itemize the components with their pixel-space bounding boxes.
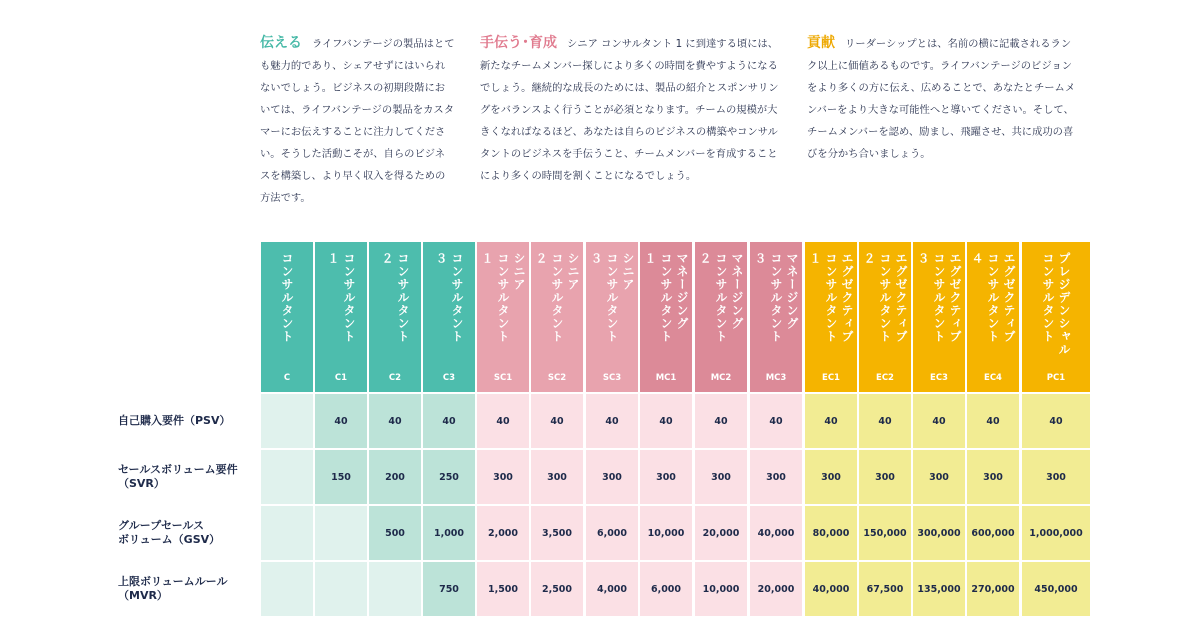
table-cell: 40: [913, 394, 965, 448]
row-label-line: セールスボリューム要件: [118, 463, 238, 476]
table-cell: 300: [805, 450, 857, 504]
rank-name-line: コンサルタント: [714, 252, 728, 343]
rank-code: MC3: [765, 373, 787, 383]
table-cell: 40: [1022, 394, 1090, 448]
rank-name: [859, 252, 911, 370]
table-cell: 300: [477, 450, 529, 504]
rank-code: SC1: [493, 373, 513, 383]
table-cell: 300: [967, 450, 1019, 504]
table-cell: 67,500: [859, 562, 911, 616]
row-label-line: ボリューム（GSV）: [118, 533, 221, 546]
table-cell: [315, 562, 367, 616]
rank-name-line: コンサルタント: [396, 252, 410, 343]
rank-name-line: シニア: [512, 252, 526, 291]
rank-name-line: ３: [589, 252, 603, 265]
table-cell: 1,000,000: [1022, 506, 1090, 560]
rank-code: SC2: [547, 373, 567, 383]
rank-name: [261, 252, 313, 370]
table-cell: 80,000: [805, 506, 857, 560]
table-cell: [261, 450, 313, 504]
table-cell: 1,500: [477, 562, 529, 616]
table-cell: 6,000: [640, 562, 692, 616]
table-cell: 6,000: [586, 506, 638, 560]
rank-code: C1: [334, 373, 348, 383]
row-label: [118, 450, 258, 504]
table-cell: 300: [750, 450, 802, 504]
rank-name-line: シニア: [566, 252, 580, 291]
intro-text-1: ライフバンテージの製品はとても魅力的であり、シェアせずにはいられないでしょう。ビジネスの初期段階においては、ライフバンテージの製品をカスタマーにお伝えすることに注力してください。そうした活動こそが、自らのビジネスを構築し、より早く収入を得るための方法です。: [260, 38, 455, 204]
rank-name-line: マネージング: [785, 252, 799, 330]
table-cell: 40: [640, 394, 692, 448]
rank-header-ec4: [967, 242, 1019, 392]
rank-name-line: ３: [753, 252, 767, 265]
table-cell: [315, 506, 367, 560]
rank-code: C: [283, 373, 291, 383]
intro-text-2: シニア コンサルタント 1 に到達する頃には、新たなチームメンバー探しにより多くの時間を費やすようになるでしょう。継続的な成長のためには、製品の紹介とスポンサリングをバランスよく行うことが必須となります。チームの規模が大きくなればなるほど、あなたは自らのビジネスの構築やコンサルタントのビジネスを手伝うこと、チームメンバーを育成することにより多くの時間を割くことになるでしょう。: [480, 38, 779, 182]
rank-name-line: コンサルタント: [342, 252, 356, 343]
rank-name-line: コンサルタント: [550, 252, 564, 343]
rank-header-sc2: [531, 242, 583, 392]
table-cell: 20,000: [695, 506, 747, 560]
rank-name: [315, 252, 367, 370]
intro-text-3: リーダーシップとは、名前の横に記載されるランク以上に価値あるものです。ライフバンテージのビジョンをより多くの方に伝え、広めることで、あなたとチームメンバーをより大きな可能性へと導いてください。そして、チームメンバーを認め、励まし、飛躍させ、共に成功の喜びを分かち合いましょう。: [807, 38, 1076, 160]
rank-code: C2: [388, 373, 402, 383]
rank-name: [640, 252, 692, 370]
rank-name-line: ２: [698, 252, 712, 265]
rank-name-line: コンサルタント: [824, 252, 838, 343]
rank-name-line: ２: [862, 252, 876, 265]
rank-name: [750, 252, 802, 370]
row-label: [118, 394, 258, 448]
table-cell: [261, 394, 313, 448]
rank-code: PC1: [1046, 373, 1066, 383]
rank-name-line: １: [326, 252, 340, 265]
rank-code: SC3: [602, 373, 622, 383]
rank-code: MC1: [655, 373, 677, 383]
rank-name-line: ３: [434, 252, 448, 265]
table-cell: 600,000: [967, 506, 1019, 560]
rank-name: [423, 252, 475, 370]
rank-name-line: エグゼクティブ: [948, 252, 962, 343]
rank-name-line: コンサルタント: [1041, 252, 1055, 343]
table-cell: 250: [423, 450, 475, 504]
rank-header-ec1: [805, 242, 857, 392]
table-cell: 40: [805, 394, 857, 448]
rank-name: [1022, 252, 1090, 370]
table-cell: [261, 562, 313, 616]
rank-name: [531, 252, 583, 370]
rank-code: EC3: [930, 373, 948, 383]
rank-name-line: マネージング: [730, 252, 744, 330]
rank-name-line: エグゼクティブ: [840, 252, 854, 343]
rank-header-mc3: [750, 242, 802, 392]
rank-name-line: エグゼクティブ: [1002, 252, 1016, 343]
rank-name: [805, 252, 857, 370]
table-cell: 40,000: [805, 562, 857, 616]
table-cell: 270,000: [967, 562, 1019, 616]
table-cell: 300: [859, 450, 911, 504]
table-cell: 500: [369, 506, 421, 560]
table-cell: 300: [695, 450, 747, 504]
rank-name-line: １: [808, 252, 822, 265]
rank-name-line: コンサルタント: [932, 252, 946, 343]
rank-name-line: コンサルタント: [986, 252, 1000, 343]
table-cell: 40: [477, 394, 529, 448]
rank-code: MC2: [710, 373, 732, 383]
table-cell: 40,000: [750, 506, 802, 560]
table-cell: 20,000: [750, 562, 802, 616]
table-cell: 200: [369, 450, 421, 504]
table-cell: 1,000: [423, 506, 475, 560]
rank-name-line: コンサルタント: [450, 252, 464, 343]
table-cell: 2,500: [531, 562, 583, 616]
rank-name-line: エグゼクティブ: [894, 252, 908, 343]
rank-header-sc3: [586, 242, 638, 392]
table-cell: 300,000: [913, 506, 965, 560]
rank-name-line: プレジデンシャル: [1057, 252, 1071, 356]
table-cell: 40: [531, 394, 583, 448]
rank-name-line: シニア: [621, 252, 635, 291]
rank-name: [913, 252, 965, 370]
rank-name: [695, 252, 747, 370]
rank-header-c3: [423, 242, 475, 392]
table-cell: [261, 506, 313, 560]
rank-name-line: ３: [916, 252, 930, 265]
table-cell: 135,000: [913, 562, 965, 616]
intro-block-1: [260, 32, 455, 209]
table-cell: 40: [750, 394, 802, 448]
table-cell: 150,000: [859, 506, 911, 560]
intro-heading-3: 貢献: [807, 35, 835, 51]
rank-header-c1: [315, 242, 367, 392]
rank-header-c2: [369, 242, 421, 392]
table-cell: 3,500: [531, 506, 583, 560]
rank-header-ec2: [859, 242, 911, 392]
rank-header-mc2: [695, 242, 747, 392]
table-cell: 4,000: [586, 562, 638, 616]
table-cell: 40: [859, 394, 911, 448]
rank-name: [967, 252, 1019, 370]
table-cell: 300: [1022, 450, 1090, 504]
table-cell: 450,000: [1022, 562, 1090, 616]
rank-code: EC1: [822, 373, 840, 383]
table-cell: [369, 562, 421, 616]
rank-name-line: コンサルタント: [659, 252, 673, 343]
row-label-line: グループセールス: [118, 519, 205, 532]
rank-name-line: ２: [534, 252, 548, 265]
rank-code: EC4: [984, 373, 1002, 383]
rank-header-sc1: [477, 242, 529, 392]
rank-header-pc1: [1022, 242, 1090, 392]
table-cell: 300: [913, 450, 965, 504]
table-cell: 10,000: [695, 562, 747, 616]
rank-code: EC2: [876, 373, 894, 383]
table-cell: 10,000: [640, 506, 692, 560]
rank-header-ec3: [913, 242, 965, 392]
table-cell: 750: [423, 562, 475, 616]
table-cell: 300: [640, 450, 692, 504]
table-cell: 40: [423, 394, 475, 448]
row-label-line: （MVR）: [118, 589, 168, 602]
rank-name-line: ４: [970, 252, 984, 265]
rank-name-line: １: [480, 252, 494, 265]
intro-block-2: [480, 32, 785, 187]
row-label-line: 自己購入要件（PSV）: [118, 414, 231, 427]
rank-name: [477, 252, 529, 370]
rank-name-line: コンサルタント: [769, 252, 783, 343]
rank-header-mc1: [640, 242, 692, 392]
rank-name-line: コンサルタント: [878, 252, 892, 343]
rank-name-line: コンサルタント: [280, 252, 294, 343]
table-cell: 300: [586, 450, 638, 504]
row-label: [118, 506, 258, 560]
table-cell: 150: [315, 450, 367, 504]
rank-name-line: コンサルタント: [496, 252, 510, 343]
intro-heading-2: 手伝う･育成: [480, 35, 557, 51]
row-label: [118, 562, 258, 616]
table-cell: 2,000: [477, 506, 529, 560]
row-label-line: （SVR）: [118, 477, 165, 490]
rank-name-line: マネージング: [675, 252, 689, 330]
rank-name: [369, 252, 421, 370]
rank-name-line: コンサルタント: [605, 252, 619, 343]
rank-name: [586, 252, 638, 370]
rank-name-line: ２: [380, 252, 394, 265]
table-cell: 40: [967, 394, 1019, 448]
table-cell: 40: [369, 394, 421, 448]
intro-heading-1: 伝える: [260, 35, 302, 51]
rank-code: C3: [442, 373, 456, 383]
table-cell: 300: [531, 450, 583, 504]
rank-name-line: １: [643, 252, 657, 265]
row-label-line: 上限ボリュームルール: [118, 575, 228, 588]
rank-header-c: [261, 242, 313, 392]
table-cell: 40: [695, 394, 747, 448]
intro-block-3: [807, 32, 1079, 165]
table-cell: 40: [586, 394, 638, 448]
table-cell: 40: [315, 394, 367, 448]
